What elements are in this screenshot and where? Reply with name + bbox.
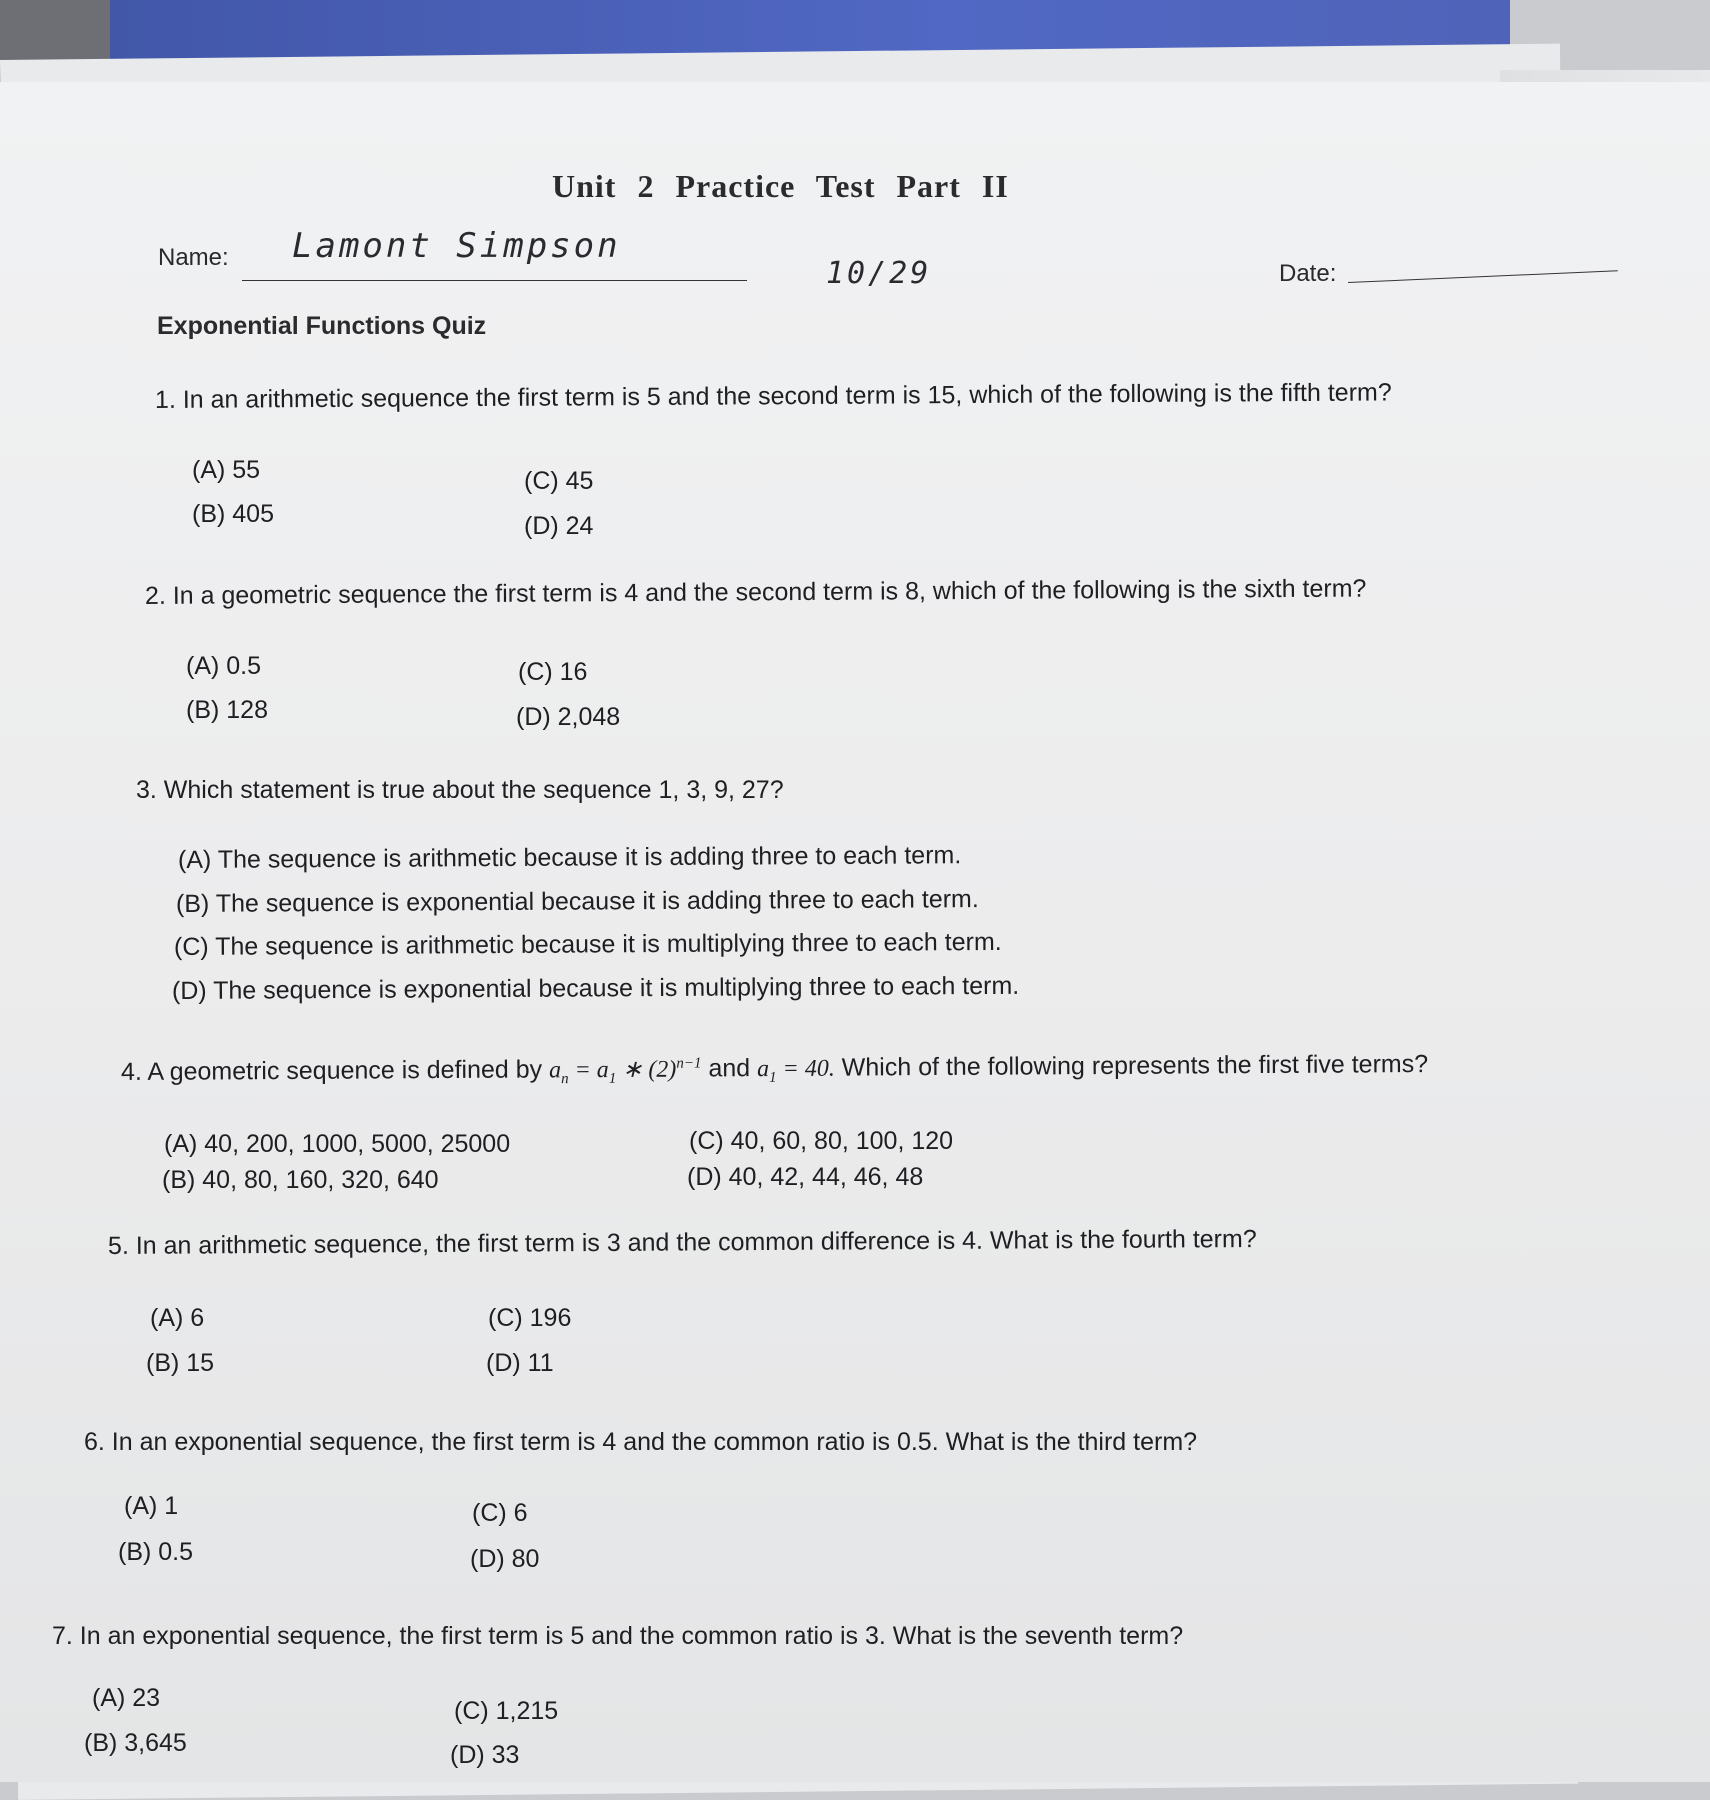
question-5-option-c: (C) 196 [488, 1304, 572, 1332]
date-label: Date: [1279, 260, 1337, 287]
question-4-option-a: (A) 40, 200, 1000, 5000, 25000 [164, 1130, 511, 1158]
question-1: 1. In an arithmetic sequence the first term is 5 and the second term is 15, which of the following is the fifth term? [154, 378, 1392, 414]
question-5-option-a: (A) 6 [150, 1304, 205, 1332]
question-4-option-d: (D) 40, 42, 44, 46, 48 [687, 1163, 924, 1191]
question-5-option-d: (D) 11 [486, 1349, 554, 1377]
name-handwritten: Lamont Simpson [292, 226, 621, 266]
question-7-option-a: (A) 23 [92, 1684, 161, 1712]
question-3-option-b: (B) The sequence is exponential because it is adding three to each term. [175, 885, 979, 918]
question-7-option-c: (C) 1,215 [454, 1697, 559, 1725]
page-title: Unit 2 Practice Test Part II [552, 168, 1009, 204]
question-6: 6. In an exponential sequence, the first term is 4 and the common ratio is 0.5. What is the third term? [84, 1428, 1198, 1456]
question-4-formula: $a_n = a_1$ ∗ $(2)^{n-1}$ [548, 1055, 702, 1088]
date-handwritten: 10/29 [826, 256, 932, 291]
question-4-formula-2: $a_1 = 40$. [757, 1055, 835, 1086]
question-4-text-mid: and [708, 1054, 751, 1083]
question-6-option-c: (C) 6 [472, 1499, 528, 1527]
name-line [242, 280, 747, 281]
question-6-option-d: (D) 80 [470, 1545, 540, 1573]
question-2-option-a: (A) 0.5 [186, 652, 262, 680]
question-6-option-b: (B) 0.5 [118, 1538, 194, 1566]
question-1-option-b: (B) 405 [192, 500, 274, 528]
question-4-option-b: (B) 40, 80, 160, 320, 640 [162, 1166, 439, 1194]
question-7: 7. In an exponential sequence, the first term is 5 and the common ratio is 3. What is the seventh term? [52, 1622, 1184, 1650]
question-4-text-pre: 4. A geometric sequence is defined by [120, 1055, 543, 1086]
question-1-option-d: (D) 24 [524, 512, 594, 540]
quiz-title: Exponential Functions Quiz [157, 312, 487, 340]
question-7-option-b: (B) 3,645 [84, 1729, 187, 1757]
question-4-option-c: (C) 40, 60, 80, 100, 120 [689, 1127, 954, 1155]
question-7-option-d: (D) 33 [450, 1741, 520, 1769]
question-2: 2. In a geometric sequence the first term is 4 and the second term is 8, which of the following is the sixth term? [144, 574, 1367, 610]
question-1-option-c: (C) 45 [524, 467, 594, 495]
question-3: 3. Which statement is true about the sequence 1, 3, 9, 27? [136, 776, 784, 804]
question-3-option-a: (A) The sequence is arithmetic because it is adding three to each term. [177, 841, 962, 874]
question-3-option-d: (D) The sequence is exponential because it is multiplying three to each term. [171, 971, 1020, 1005]
question-5-option-b: (B) 15 [146, 1349, 215, 1377]
question-6-option-a: (A) 1 [124, 1492, 179, 1520]
question-1-option-a: (A) 55 [192, 456, 261, 484]
name-label: Name: [158, 244, 229, 271]
question-4-text-post: Which of the following represents the first five terms? [841, 1050, 1429, 1082]
question-3-option-c: (C) The sequence is arithmetic because it is multiplying three to each term. [173, 927, 1002, 961]
question-2-option-d: (D) 2,048 [516, 703, 621, 731]
question-5: 5. In an arithmetic sequence, the first term is 3 and the common difference is 4. What is the fourth term? [107, 1224, 1257, 1260]
question-2-option-b: (B) 128 [186, 696, 268, 724]
question-2-option-c: (C) 16 [518, 658, 588, 686]
